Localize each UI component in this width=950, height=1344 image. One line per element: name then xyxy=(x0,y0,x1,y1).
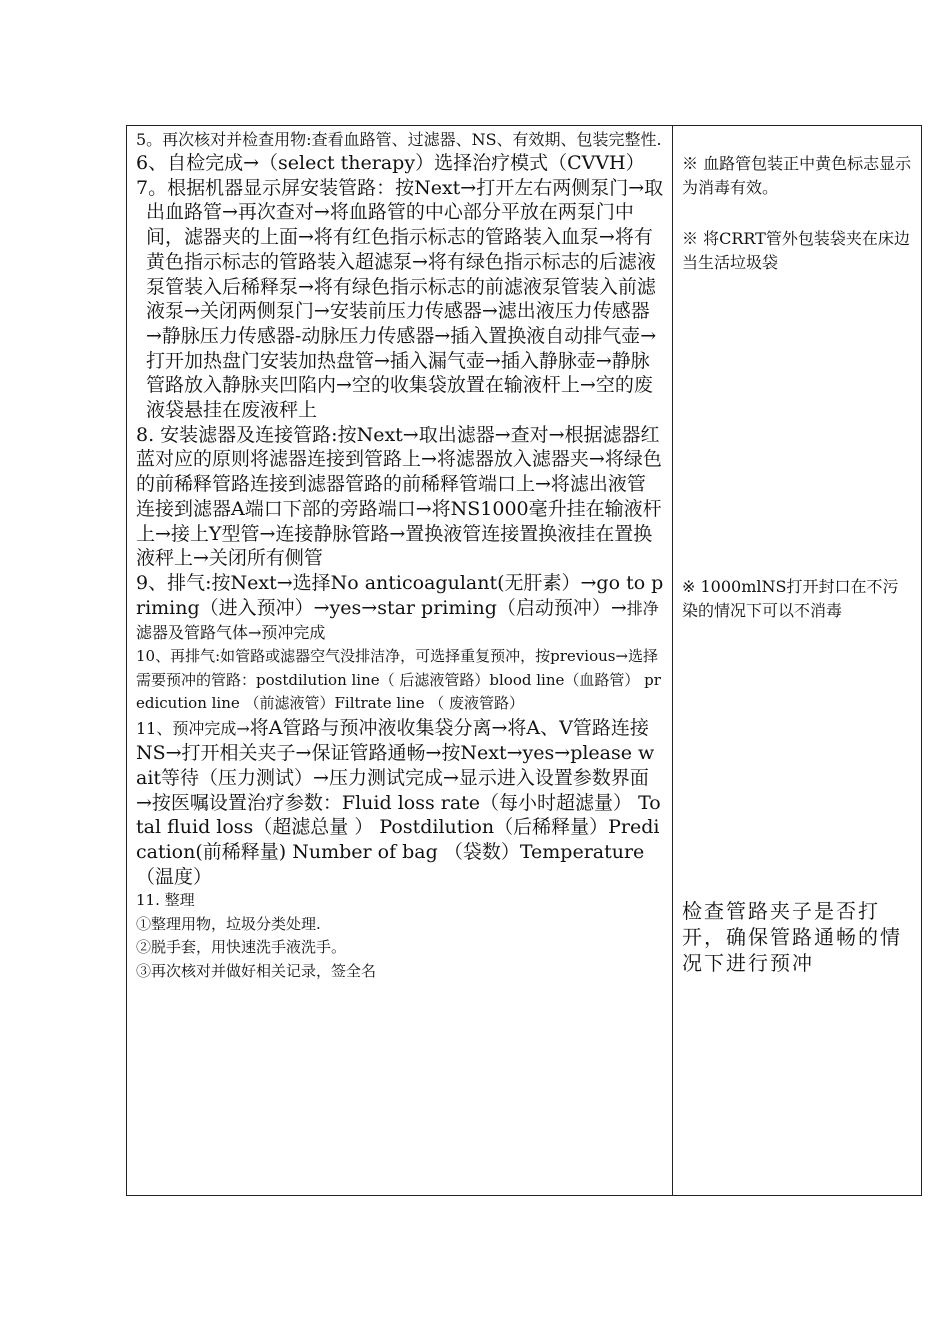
procedure-table xyxy=(126,125,922,1196)
step-10: 10、再排气:如管路或滤器空气没排洁净，可选择重复预冲，按previous→选择需要预冲的管路：postdilution line（ 后滤液管路）blood line（血路管） predicution line （前滤液管）Filtrate line （ 废液管路） xyxy=(136,647,661,713)
note-sterile-indicator: ※ 血路管包装正中黄色标志显示为消毒有效。 xyxy=(682,154,912,197)
step-9-main: 9、排气:按Next→选择No anticoagulant(无肝素）→go to priming（进入预冲）→yes→star priming（启动预冲）→ xyxy=(136,571,664,619)
step-8: 8. 安装滤器及连接管路:按Next→取出滤器→查对→根据滤器红蓝对应的原则将滤器连接到管路上→将滤器放入滤器夹→将绿色的前稀释管路连接到滤器管路的前稀释管端口上→将滤出液管连接到滤器A端口下部的旁路端口→将NS1000毫升挂在输液杆上→接上Y型管→连接静脉管路→置换液管连接置换液挂在置换液秤上→关闭所有侧管 xyxy=(136,423,662,570)
step-11-item-2: ②脱手套，用快速洗手液洗手。 xyxy=(136,938,347,957)
step-11-head: 11、预冲完成→ xyxy=(136,718,250,738)
step-5: 5。再次核对并检查用物:查看血路管、过滤器、NS、有效期、包装完整性. xyxy=(136,130,662,149)
step-11-item-3: ③再次核对并做好相关记录，签全名 xyxy=(136,961,377,980)
steps-column xyxy=(127,126,673,1195)
step-9 xyxy=(136,571,664,645)
step-11-item-1: ①整理用物，垃圾分类处理. xyxy=(136,914,321,933)
step-9-tail: 排净滤器及管路气体→预冲完成 xyxy=(136,598,659,643)
step-7: 7。根据机器显示屏安装管路：按Next→打开左右两侧泵门→取出血路管→再次查对→将血路管的中心部分平放在两泵门中间，滤器夹的上面→将有红色指示标志的管路装入血泵→将有黄色指示标志的管路装入超滤泵→将有绿色指示标志的后滤液泵管装入后稀释泵→将有绿色指示标志的前滤液泵管装入前滤液泵→关闭两侧泵门→安装前压力传感器→滤出液压力传感器→静脉压力传感器-动脉压力传感器→插入置换液自动排气壶→打开加热盘门安装加热盘管→插入漏气壶→插入静脉壶→静脉管路放入静脉夹凹陷内→空的收集袋放置在输液杆上→空的废液袋悬挂在废液秤上 xyxy=(136,176,664,422)
step-11-connect xyxy=(136,716,664,890)
note-check-clamps: 检查管路夹子是否打开，确保管路通畅的情况下进行预冲 xyxy=(682,899,902,975)
notes-column xyxy=(673,126,921,1195)
step-11-title: 11. 整理 xyxy=(136,891,195,910)
note-waste-bag: ※ 将CRRT管外包装袋夹在床边当生活垃圾袋 xyxy=(682,229,910,272)
step-11-body: 将A管路与预冲液收集袋分离→将A、V管路连接NS→打开相关夹子→保证管路通畅→按Next→yes→please wait等待（压力测试）→压力测试完成→显示进入设置参数界面→按医嘱设置治疗参数：Fluid loss rate（每小时超滤量） Total fluid loss（超滤总量 ） Postdilution（后稀释量）Predication(前稀释量) Number of bag （袋数）Temperature（温度） xyxy=(136,716,661,888)
step-6: 6、自检完成→（select therapy）选择治疗模式（CVVH） xyxy=(136,152,645,174)
note-ns-no-disinfect: ※ 1000mlNS打开封口在不污染的情况下可以不消毒 xyxy=(682,577,899,620)
